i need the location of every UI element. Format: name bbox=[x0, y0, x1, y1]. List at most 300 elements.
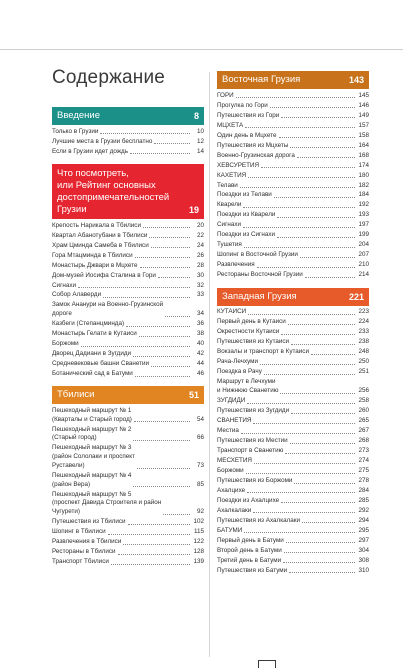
dot-leader bbox=[118, 554, 190, 555]
dot-leader bbox=[133, 440, 190, 441]
dot-leader bbox=[244, 532, 355, 533]
toc-entry[interactable] bbox=[52, 339, 204, 349]
toc-entry-title: Путешествия из Местии bbox=[217, 436, 288, 444]
toc-entry-page: 184 bbox=[358, 191, 369, 199]
toc-entry-page: 192 bbox=[358, 201, 369, 209]
toc-entry-title: Ахалкалаки bbox=[217, 506, 252, 514]
toc-entry[interactable] bbox=[217, 318, 369, 328]
toc-entry-title: Собор Алаверди bbox=[52, 291, 102, 299]
toc-entry-title: Путешествия из Кутаиси bbox=[217, 338, 290, 346]
toc-entry[interactable] bbox=[217, 328, 369, 338]
toc-entry[interactable] bbox=[52, 137, 204, 147]
toc-entry-page: 28 bbox=[196, 261, 204, 269]
toc-entry[interactable] bbox=[217, 271, 369, 281]
toc-entry-title: МЕСХЕТИЯ bbox=[217, 456, 252, 464]
toc-entry-page: 73 bbox=[196, 461, 204, 469]
toc-entry-page: 193 bbox=[358, 211, 369, 219]
dot-leader bbox=[149, 237, 190, 238]
dot-leader bbox=[139, 336, 190, 337]
toc-entry-page: 40 bbox=[196, 340, 204, 348]
toc-entry[interactable] bbox=[217, 131, 369, 141]
dot-leader bbox=[111, 564, 190, 565]
toc-entry-title: КУТАИСИ bbox=[217, 308, 247, 316]
dot-leader bbox=[289, 572, 355, 573]
toc-entry-page: 256 bbox=[358, 386, 369, 394]
toc-entry-title: Шопинг в Тбилиси bbox=[52, 527, 106, 535]
dot-leader bbox=[291, 413, 355, 414]
dot-leader bbox=[288, 324, 355, 325]
dot-leader bbox=[133, 486, 190, 487]
toc-entry-page: 292 bbox=[358, 506, 369, 514]
dot-leader bbox=[247, 403, 355, 404]
toc-entry[interactable] bbox=[217, 348, 369, 358]
toc-entry-page: 199 bbox=[358, 231, 369, 239]
section-west-georgia bbox=[217, 288, 369, 576]
toc-entry-title: Развлечения bbox=[217, 261, 255, 269]
toc-entry-title: Транспорт Тбилиси bbox=[52, 557, 109, 565]
toc-entry-page: 30 bbox=[196, 271, 204, 279]
toc-entry[interactable] bbox=[217, 506, 369, 516]
toc-entry-page: 20 bbox=[196, 221, 204, 229]
toc-entry[interactable] bbox=[52, 330, 204, 340]
dot-leader bbox=[285, 453, 355, 454]
toc-entry-title: Рестораны Восточной Грузии bbox=[217, 271, 303, 279]
toc-entry-title: Поездки из Телави bbox=[217, 191, 272, 199]
toc-entry-title: Поездки из Кварели bbox=[217, 211, 276, 219]
dot-leader bbox=[297, 157, 355, 158]
section-header-intro[interactable] bbox=[52, 107, 204, 125]
toc-entry-page: 285 bbox=[358, 496, 369, 504]
toc-entry-title: Монастырь Гелати в Кутаиси bbox=[52, 330, 137, 338]
toc-entry-title: Транспорт в Сванетию bbox=[217, 446, 284, 454]
toc-entry-title: Путешествия из Батуми bbox=[217, 566, 288, 574]
toc-entry[interactable] bbox=[217, 151, 369, 161]
dot-leader bbox=[283, 562, 355, 563]
toc-entry[interactable] bbox=[217, 121, 369, 131]
toc-entry[interactable] bbox=[217, 536, 369, 546]
toc-entry[interactable] bbox=[52, 369, 204, 379]
dot-leader bbox=[236, 97, 355, 98]
toc-entry-title: КАХЕТИЯ bbox=[217, 171, 247, 179]
toc-entry[interactable] bbox=[52, 425, 204, 444]
dot-leader bbox=[103, 297, 190, 298]
section-page-number: 51 bbox=[188, 390, 199, 401]
toc-entry[interactable] bbox=[217, 191, 369, 201]
dot-leader bbox=[260, 364, 355, 365]
toc-entry-title: Третий день в Батуми bbox=[217, 556, 282, 564]
dot-leader bbox=[154, 143, 190, 144]
dot-leader bbox=[261, 167, 355, 168]
dot-leader bbox=[248, 314, 355, 315]
toc-entry[interactable] bbox=[52, 557, 204, 567]
toc-entry-page: 22 bbox=[196, 231, 204, 239]
toc-entry[interactable] bbox=[217, 161, 369, 171]
dot-leader bbox=[143, 227, 190, 228]
toc-entry-title: Гора Мтацминда в Тбилиси bbox=[52, 251, 133, 259]
section-intro bbox=[52, 107, 204, 157]
section-page-number: 143 bbox=[348, 75, 364, 85]
toc-entry-page: 294 bbox=[358, 516, 369, 524]
toc-entry-page: 233 bbox=[358, 328, 369, 336]
dot-leader bbox=[137, 468, 190, 469]
toc-entry-title: Ботанический сад в Батуми bbox=[52, 370, 133, 378]
page-turn-tab[interactable] bbox=[258, 660, 276, 668]
dot-leader bbox=[151, 247, 190, 248]
dot-leader bbox=[277, 217, 355, 218]
toc-entry[interactable] bbox=[217, 426, 369, 436]
section-page-number: 221 bbox=[348, 291, 364, 302]
toc-entry-title: Боржоми bbox=[52, 340, 79, 348]
toc-entry-page: 214 bbox=[358, 271, 369, 279]
dot-leader bbox=[286, 542, 355, 543]
toc-entry-title: Шопинг в Восточной Грузии bbox=[217, 251, 298, 259]
toc-entry[interactable] bbox=[217, 556, 369, 566]
toc-entry-page: 265 bbox=[358, 416, 369, 424]
toc-entry[interactable] bbox=[217, 436, 369, 446]
toc-entry-title: Один день в Мцхете bbox=[217, 131, 277, 139]
toc-entry-page: 197 bbox=[358, 221, 369, 229]
toc-entry-title: Пешеходный маршрут № 2 (Старый город) bbox=[52, 425, 132, 442]
toc-entry-title: Путешествия из Тбилиси bbox=[52, 517, 126, 525]
toc-entry[interactable] bbox=[52, 241, 204, 251]
section-header-top[interactable] bbox=[52, 164, 204, 219]
dot-leader bbox=[130, 153, 190, 154]
toc-entry-title: Кварели bbox=[217, 201, 242, 209]
dot-leader bbox=[151, 366, 190, 367]
toc-entry[interactable] bbox=[52, 261, 204, 271]
toc-entry[interactable] bbox=[217, 231, 369, 241]
toc-entry[interactable] bbox=[217, 406, 369, 416]
toc-entry[interactable] bbox=[217, 378, 369, 397]
toc-entry[interactable] bbox=[217, 526, 369, 536]
toc-entry-page: 258 bbox=[358, 396, 369, 404]
toc-entry[interactable] bbox=[217, 101, 369, 111]
toc-entry-title: Поездки из Сигнахи bbox=[217, 231, 275, 239]
section-header-east[interactable] bbox=[217, 71, 369, 89]
toc-entry-title: Монастырь Джвари в Мцхете bbox=[52, 261, 138, 269]
dot-leader bbox=[284, 552, 355, 553]
toc-entry-page: 224 bbox=[358, 318, 369, 326]
toc-entry-page: 34 bbox=[196, 310, 204, 318]
dot-leader bbox=[279, 137, 356, 138]
dot-leader bbox=[165, 316, 190, 317]
top-divider bbox=[0, 49, 403, 50]
toc-entry-title: Казбеги (Степанцминда) bbox=[52, 320, 125, 328]
toc-entry-title: Местиа bbox=[217, 426, 239, 434]
dot-leader bbox=[264, 374, 355, 375]
page-title: Содержание bbox=[52, 67, 166, 88]
toc-entry-title: МЦХЕТА bbox=[217, 121, 244, 129]
toc-entry-title: Второй день в Батуми bbox=[217, 546, 282, 554]
toc-entry-page: 26 bbox=[196, 251, 204, 259]
dot-leader bbox=[302, 522, 355, 523]
section-header-tbilisi[interactable] bbox=[52, 386, 204, 404]
toc-entry-title: Пешеходный маршрут № 4 (район Вера) bbox=[52, 471, 132, 488]
toc-entry-title: Путешествия из Боржоми bbox=[217, 476, 293, 484]
toc-entry-page: 146 bbox=[358, 101, 369, 109]
toc-entry[interactable] bbox=[52, 127, 204, 137]
toc-entry[interactable] bbox=[52, 471, 204, 490]
toc-entry[interactable] bbox=[52, 251, 204, 261]
dot-leader bbox=[243, 207, 355, 208]
dot-leader bbox=[241, 433, 355, 434]
toc-entry-title: Сигнахи bbox=[52, 281, 77, 289]
toc-entry[interactable] bbox=[52, 444, 204, 471]
toc-entry[interactable] bbox=[217, 466, 369, 476]
dot-leader bbox=[126, 326, 190, 327]
toc-entry-title: ГОРИ bbox=[217, 91, 234, 99]
dot-leader bbox=[274, 197, 355, 198]
toc-entry-page: 204 bbox=[358, 241, 369, 249]
toc-entry[interactable] bbox=[217, 211, 369, 221]
toc-left-column bbox=[52, 107, 204, 567]
toc-entry[interactable] bbox=[217, 546, 369, 556]
section-page-number: 19 bbox=[188, 204, 199, 215]
section-page-number: 8 bbox=[193, 111, 199, 121]
toc-entry[interactable] bbox=[52, 490, 204, 517]
toc-entry-title: Храм Цминда Самеба в Тбилиси bbox=[52, 241, 149, 249]
toc-entry-page: 164 bbox=[358, 141, 369, 149]
toc-entry[interactable] bbox=[217, 308, 369, 318]
toc-entry[interactable] bbox=[217, 396, 369, 406]
toc-entry-title: Прогулка по Гори bbox=[217, 101, 268, 109]
toc-entry-page: 248 bbox=[358, 348, 369, 356]
dot-leader bbox=[158, 277, 190, 278]
dot-leader bbox=[305, 277, 355, 278]
toc-entry-title: Дворец Дадиани в Зугдиди bbox=[52, 350, 132, 358]
dot-leader bbox=[300, 257, 355, 258]
toc-entry-title: Маршрут в Лечхуми и Нижнюю Сванетию bbox=[217, 378, 279, 394]
section-title: Введение bbox=[57, 110, 101, 121]
toc-entry[interactable] bbox=[52, 231, 204, 241]
dot-leader bbox=[253, 512, 355, 513]
toc-entry[interactable] bbox=[52, 547, 204, 557]
toc-entry-page: 304 bbox=[358, 546, 369, 554]
toc-entry-title: Боржоми bbox=[217, 466, 244, 474]
toc-entry-page: 36 bbox=[196, 320, 204, 328]
dot-leader bbox=[247, 492, 355, 493]
toc-entry[interactable] bbox=[52, 320, 204, 330]
column-divider bbox=[209, 72, 210, 657]
toc-entry-page: 180 bbox=[358, 171, 369, 179]
toc-entry[interactable] bbox=[217, 241, 369, 251]
section-title: Что посмотреть, или Рейтинг основных достопримечательностей Грузии bbox=[57, 167, 170, 215]
toc-entry-title: Крепость Нарикала в Тбилиси bbox=[52, 221, 141, 229]
toc-entry[interactable] bbox=[217, 171, 369, 181]
toc-entry-title: СВАНЕТИЯ bbox=[217, 416, 252, 424]
toc-entry-page: 42 bbox=[196, 350, 204, 358]
section-title: Тбилиси bbox=[57, 389, 95, 401]
toc-entry[interactable] bbox=[217, 181, 369, 191]
toc-entry-title: Поездка в Рачу bbox=[217, 368, 262, 376]
toc-entry[interactable] bbox=[217, 416, 369, 426]
toc-entry-page: 251 bbox=[358, 368, 369, 376]
toc-entry[interactable] bbox=[52, 406, 204, 425]
toc-right-column bbox=[217, 71, 369, 576]
dot-leader bbox=[277, 237, 355, 238]
toc-entry-page: 250 bbox=[358, 358, 369, 366]
dot-leader bbox=[281, 334, 355, 335]
dot-leader bbox=[291, 344, 355, 345]
dot-leader bbox=[123, 544, 190, 545]
toc-entry-title: Телави bbox=[217, 181, 238, 189]
dot-leader bbox=[244, 247, 355, 248]
toc-entry[interactable] bbox=[217, 261, 369, 271]
section-east-georgia bbox=[217, 71, 369, 281]
toc-entry[interactable] bbox=[217, 566, 369, 576]
toc-entry[interactable] bbox=[217, 368, 369, 378]
toc-entry[interactable] bbox=[217, 221, 369, 231]
toc-entry-page: 238 bbox=[358, 338, 369, 346]
toc-entry-title: Вокзалы и транспорт в Кутаиси bbox=[217, 348, 309, 356]
toc-entry[interactable] bbox=[52, 537, 204, 547]
toc-entry-page: 10 bbox=[196, 127, 204, 135]
toc-entry-page: 122 bbox=[193, 537, 204, 545]
dot-leader bbox=[257, 267, 355, 268]
dot-leader bbox=[246, 473, 355, 474]
dot-leader bbox=[108, 534, 190, 535]
toc-entry-title: Развлечения в Тбилиси bbox=[52, 537, 122, 545]
toc-entry-page: 46 bbox=[196, 370, 204, 378]
dot-leader bbox=[135, 376, 190, 377]
dot-leader bbox=[248, 177, 355, 178]
toc-entry[interactable] bbox=[52, 359, 204, 369]
toc-entry[interactable] bbox=[217, 111, 369, 121]
toc-entry[interactable] bbox=[217, 486, 369, 496]
toc-entry-page: 223 bbox=[358, 308, 369, 316]
toc-entry-title: Пешеходный маршрут № 3 (район Сололаки и проспект Руставели) bbox=[52, 444, 136, 469]
section-header-west[interactable] bbox=[217, 288, 369, 306]
toc-entry-page: 66 bbox=[196, 434, 204, 442]
toc-entry-page: 54 bbox=[196, 415, 204, 423]
toc-entry-page: 284 bbox=[358, 486, 369, 494]
toc-entry-page: 92 bbox=[196, 507, 204, 515]
toc-entry-page: 182 bbox=[358, 181, 369, 189]
toc-entry[interactable] bbox=[217, 141, 369, 151]
toc-entry-page: 207 bbox=[358, 251, 369, 259]
toc-entry-title: Пешеходный маршрут № 5 (проспект Давида Строителя и район Чугурети) bbox=[52, 490, 162, 515]
toc-entry-page: 267 bbox=[358, 426, 369, 434]
toc-entry-title: Дом-музей Иосифа Сталина в Гори bbox=[52, 271, 156, 279]
toc-entry-page: 44 bbox=[196, 360, 204, 368]
toc-entry[interactable] bbox=[217, 201, 369, 211]
toc-entry[interactable] bbox=[217, 91, 369, 101]
toc-entry-title: Рача-Лечхуми bbox=[217, 358, 259, 366]
toc-entry-title: Путешествия из Мцхеты bbox=[217, 141, 289, 149]
toc-entry-title: Средневековые башни Сванетии bbox=[52, 360, 150, 368]
toc-entry-page: 274 bbox=[358, 456, 369, 464]
toc-entry-title: Поездки из Ахалцихе bbox=[217, 496, 280, 504]
dot-leader bbox=[163, 514, 190, 515]
section-title: Западная Грузия bbox=[222, 290, 297, 302]
toc-entry[interactable] bbox=[217, 496, 369, 506]
dot-leader bbox=[78, 287, 190, 288]
dot-leader bbox=[311, 354, 355, 355]
toc-entry-title: Сигнахи bbox=[217, 221, 242, 229]
toc-entry-page: 128 bbox=[193, 547, 204, 555]
toc-entry-title: Замок Ананури на Военно-Грузинской дороге bbox=[52, 301, 164, 318]
section-top-sights bbox=[52, 164, 204, 379]
toc-entry[interactable] bbox=[217, 251, 369, 261]
dot-leader bbox=[281, 502, 355, 503]
toc-entry-page: 168 bbox=[358, 151, 369, 159]
toc-entry-title: Только в Грузии bbox=[52, 127, 99, 135]
dot-leader bbox=[243, 227, 355, 228]
toc-entry-title: Квартал Абанотубани в Тбилиси bbox=[52, 231, 148, 239]
toc-entry[interactable] bbox=[217, 446, 369, 456]
toc-entry-page: 273 bbox=[358, 446, 369, 454]
toc-entry[interactable] bbox=[217, 476, 369, 486]
dot-leader bbox=[294, 483, 355, 484]
toc-entry-title: БАТУМИ bbox=[217, 526, 243, 534]
dot-leader bbox=[254, 463, 355, 464]
toc-entry-title: Военно-Грузинская дорога bbox=[217, 151, 295, 159]
toc-entry[interactable] bbox=[217, 358, 369, 368]
dot-leader bbox=[100, 133, 190, 134]
toc-entry[interactable] bbox=[52, 221, 204, 231]
dot-leader bbox=[270, 107, 355, 108]
dot-leader bbox=[240, 187, 355, 188]
toc-entry[interactable] bbox=[52, 271, 204, 281]
toc-entry-page: 38 bbox=[196, 330, 204, 338]
toc-entry-page: 139 bbox=[193, 557, 204, 565]
dot-leader bbox=[81, 346, 190, 347]
toc-entry-page: 115 bbox=[193, 527, 204, 535]
toc-entry-page: 210 bbox=[358, 261, 369, 269]
toc-entry[interactable] bbox=[217, 516, 369, 526]
toc-entry-page: 12 bbox=[196, 137, 204, 145]
toc-entry[interactable] bbox=[52, 147, 204, 157]
toc-entry-title: ЗУГДИДИ bbox=[217, 396, 246, 404]
toc-entry-title: Окрестности Кутаиси bbox=[217, 328, 280, 336]
toc-entry-title: Пешеходный маршрут № 1 (Кварталы и Старый город) bbox=[52, 407, 132, 423]
toc-entry-page: 14 bbox=[196, 147, 204, 155]
dot-leader bbox=[281, 117, 355, 118]
dot-leader bbox=[245, 127, 355, 128]
toc-entry[interactable] bbox=[52, 281, 204, 291]
toc-entry-page: 297 bbox=[358, 536, 369, 544]
toc-entry-title: Первый день в Батуми bbox=[217, 536, 284, 544]
toc-entry-page: 275 bbox=[358, 466, 369, 474]
toc-entry-title: Тушетия bbox=[217, 241, 242, 249]
toc-entry[interactable] bbox=[217, 456, 369, 466]
toc-entry-title: Путешествия из Зугдиди bbox=[217, 406, 290, 414]
toc-entry-page: 85 bbox=[196, 480, 204, 488]
toc-entry-title: Первый день в Кутаиси bbox=[217, 318, 286, 326]
toc-entry-title: Рестораны в Тбилиси bbox=[52, 547, 116, 555]
toc-entry[interactable] bbox=[217, 338, 369, 348]
toc-entry-page: 278 bbox=[358, 476, 369, 484]
toc-entry-page: 260 bbox=[358, 406, 369, 414]
toc-entry[interactable] bbox=[52, 301, 204, 320]
toc-entry[interactable] bbox=[52, 527, 204, 537]
dot-leader bbox=[253, 423, 355, 424]
dot-leader bbox=[290, 443, 355, 444]
toc-entry-page: 308 bbox=[358, 556, 369, 564]
toc-entry[interactable] bbox=[52, 517, 204, 527]
dot-leader bbox=[135, 257, 190, 258]
toc-entry-page: 310 bbox=[358, 566, 369, 574]
toc-entry-page: 295 bbox=[358, 526, 369, 534]
toc-entry-page: 24 bbox=[196, 241, 204, 249]
dot-leader bbox=[280, 393, 355, 394]
toc-entry-title: Путешествия из Гори bbox=[217, 111, 280, 119]
toc-entry[interactable] bbox=[52, 349, 204, 359]
toc-entry-title: Путешествия из Ахалкалаки bbox=[217, 516, 301, 524]
toc-entry[interactable] bbox=[52, 291, 204, 301]
dot-leader bbox=[290, 147, 355, 148]
toc-entry-title: Если в Грузии идет дождь bbox=[52, 147, 129, 155]
